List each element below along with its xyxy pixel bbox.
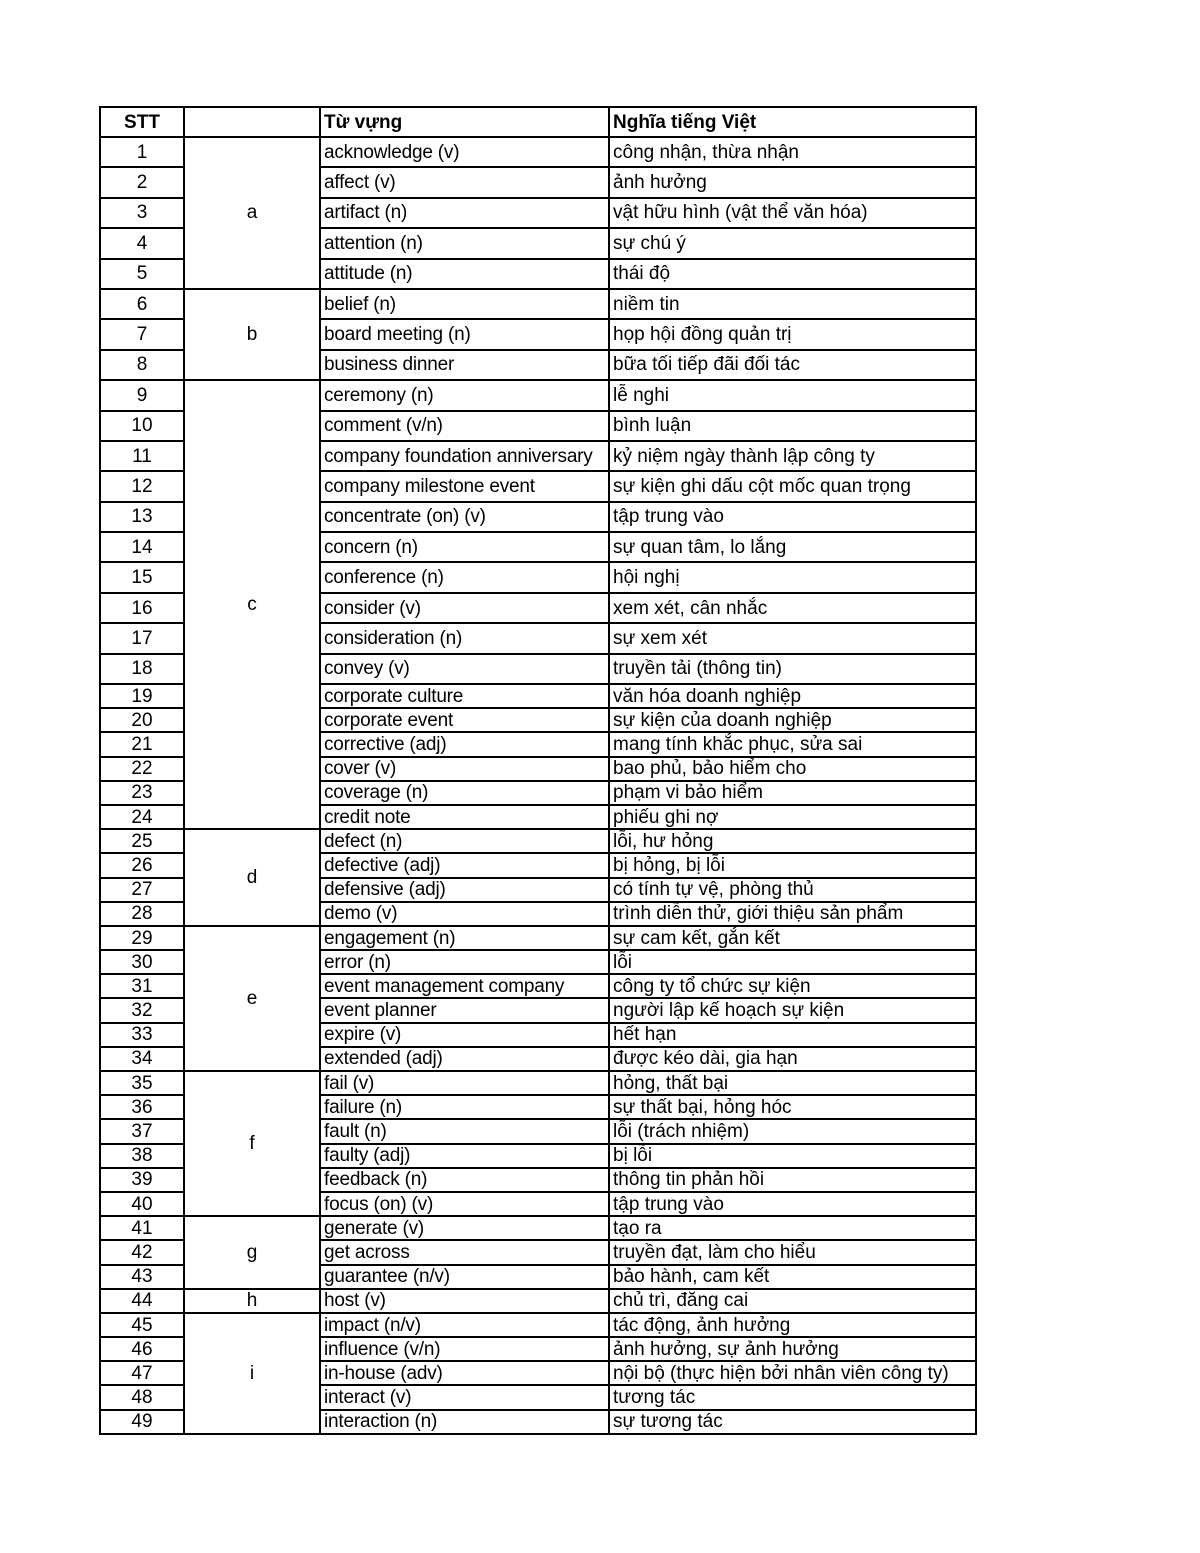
stt-cell: 27 (100, 878, 184, 902)
table-row (100, 1289, 976, 1313)
word-cell: error (n) (320, 950, 609, 974)
stt-cell: 34 (100, 1047, 184, 1071)
word-cell: generate (v) (320, 1216, 609, 1240)
stt-cell: 17 (100, 623, 184, 653)
group-letter-cell: b (184, 289, 320, 380)
meaning-cell: chủ trì, đăng cai (609, 1289, 976, 1313)
stt-cell: 15 (100, 562, 184, 592)
word-cell: extended (adj) (320, 1047, 609, 1071)
meaning-cell: sự chú ý (609, 228, 976, 258)
stt-cell: 39 (100, 1168, 184, 1192)
meaning-cell: văn hóa doanh nghiệp (609, 684, 976, 708)
meaning-cell: hội nghị (609, 562, 976, 592)
meaning-cell: lỗi (609, 950, 976, 974)
word-cell: consider (v) (320, 593, 609, 623)
meaning-cell: lễ nghi (609, 380, 976, 410)
header-meaning: Nghĩa tiếng Việt (609, 107, 976, 137)
meaning-cell: sự tương tác (609, 1410, 976, 1434)
stt-cell: 7 (100, 319, 184, 349)
stt-cell: 18 (100, 654, 184, 684)
group-letter-cell: f (184, 1071, 320, 1216)
word-cell: get across (320, 1240, 609, 1264)
meaning-cell: được kéo dài, gia hạn (609, 1047, 976, 1071)
word-cell: business dinner (320, 350, 609, 380)
meaning-cell: bị hỏng, bị lỗi (609, 853, 976, 877)
table-row (100, 1313, 976, 1337)
table-row (100, 380, 976, 410)
word-cell: defective (adj) (320, 853, 609, 877)
meaning-cell: truyền tải (thông tin) (609, 654, 976, 684)
stt-cell: 4 (100, 228, 184, 258)
meaning-cell: bữa tối tiếp đãi đối tác (609, 350, 976, 380)
meaning-cell: bao phủ, bảo hiểm cho (609, 757, 976, 781)
meaning-cell: thái độ (609, 259, 976, 289)
meaning-cell: lỗi, hư hỏng (609, 829, 976, 853)
meaning-cell: tạo ra (609, 1216, 976, 1240)
meaning-cell: sự xem xét (609, 623, 976, 653)
meaning-cell: ảnh hưởng (609, 167, 976, 197)
meaning-cell: bình luận (609, 411, 976, 441)
word-cell: cover (v) (320, 757, 609, 781)
stt-cell: 35 (100, 1071, 184, 1095)
table-row (100, 926, 976, 950)
word-cell: corrective (adj) (320, 732, 609, 756)
word-cell: convey (v) (320, 654, 609, 684)
stt-cell: 16 (100, 593, 184, 623)
meaning-cell: tập trung vào (609, 502, 976, 532)
stt-cell: 41 (100, 1216, 184, 1240)
stt-cell: 22 (100, 757, 184, 781)
table-row (100, 1216, 976, 1240)
group-letter-cell: i (184, 1313, 320, 1434)
meaning-cell: mang tính khắc phục, sửa sai (609, 732, 976, 756)
meaning-cell: bảo hành, cam kết (609, 1265, 976, 1289)
vocabulary-rows (100, 137, 976, 1434)
stt-cell: 12 (100, 471, 184, 501)
meaning-cell: niềm tin (609, 289, 976, 319)
meaning-cell: tương tác (609, 1385, 976, 1409)
stt-cell: 8 (100, 350, 184, 380)
meaning-cell: tập trung vào (609, 1192, 976, 1216)
stt-cell: 6 (100, 289, 184, 319)
word-cell: faulty (adj) (320, 1144, 609, 1168)
word-cell: concentrate (on) (v) (320, 502, 609, 532)
stt-cell: 33 (100, 1023, 184, 1047)
stt-cell: 10 (100, 411, 184, 441)
stt-cell: 13 (100, 502, 184, 532)
word-cell: interaction (n) (320, 1410, 609, 1434)
word-cell: consideration (n) (320, 623, 609, 653)
meaning-cell: lỗi (trách nhiệm) (609, 1119, 976, 1143)
word-cell: artifact (n) (320, 198, 609, 228)
stt-cell: 11 (100, 441, 184, 471)
stt-cell: 25 (100, 829, 184, 853)
stt-cell: 38 (100, 1144, 184, 1168)
word-cell: in-house (adv) (320, 1361, 609, 1385)
stt-cell: 31 (100, 974, 184, 998)
word-cell: impact (n/v) (320, 1313, 609, 1337)
meaning-cell: hỏng, thất bại (609, 1071, 976, 1095)
word-cell: host (v) (320, 1289, 609, 1313)
word-cell: corporate culture (320, 684, 609, 708)
stt-cell: 45 (100, 1313, 184, 1337)
meaning-cell: sự cam kết, gắn kết (609, 926, 976, 950)
meaning-cell: sự kiện của doanh nghiệp (609, 708, 976, 732)
stt-cell: 9 (100, 380, 184, 410)
word-cell: board meeting (n) (320, 319, 609, 349)
word-cell: guarantee (n/v) (320, 1265, 609, 1289)
word-cell: attitude (n) (320, 259, 609, 289)
stt-cell: 1 (100, 137, 184, 167)
meaning-cell: sự thất bại, hỏng hóc (609, 1095, 976, 1119)
meaning-cell: vật hữu hình (vật thể văn hóa) (609, 198, 976, 228)
meaning-cell: người lập kế hoạch sự kiện (609, 998, 976, 1022)
word-cell: influence (v/n) (320, 1337, 609, 1361)
stt-cell: 14 (100, 532, 184, 562)
stt-cell: 21 (100, 732, 184, 756)
word-cell: belief (n) (320, 289, 609, 319)
stt-cell: 36 (100, 1095, 184, 1119)
stt-cell: 29 (100, 926, 184, 950)
stt-cell: 48 (100, 1385, 184, 1409)
stt-cell: 46 (100, 1337, 184, 1361)
meaning-cell: tác động, ảnh hưởng (609, 1313, 976, 1337)
vocabulary-table (99, 106, 977, 1435)
group-letter-cell: c (184, 380, 320, 829)
word-cell: event planner (320, 998, 609, 1022)
group-letter-cell: h (184, 1289, 320, 1313)
word-cell: engagement (n) (320, 926, 609, 950)
word-cell: acknowledge (v) (320, 137, 609, 167)
header-stt: STT (100, 107, 184, 137)
word-cell: affect (v) (320, 167, 609, 197)
table-row (100, 137, 976, 167)
group-letter-cell: g (184, 1216, 320, 1289)
header-word: Từ vựng (320, 107, 609, 137)
meaning-cell: kỷ niệm ngày thành lập công ty (609, 441, 976, 471)
meaning-cell: họp hội đồng quản trị (609, 319, 976, 349)
meaning-cell: thông tin phản hồi (609, 1168, 976, 1192)
stt-cell: 37 (100, 1119, 184, 1143)
word-cell: focus (on) (v) (320, 1192, 609, 1216)
word-cell: failure (n) (320, 1095, 609, 1119)
stt-cell: 5 (100, 259, 184, 289)
stt-cell: 19 (100, 684, 184, 708)
stt-cell: 44 (100, 1289, 184, 1313)
group-letter-cell: e (184, 926, 320, 1071)
table-row (100, 1071, 976, 1095)
word-cell: defensive (adj) (320, 878, 609, 902)
stt-cell: 30 (100, 950, 184, 974)
stt-cell: 28 (100, 902, 184, 926)
word-cell: conference (n) (320, 562, 609, 592)
stt-cell: 43 (100, 1265, 184, 1289)
word-cell: corporate event (320, 708, 609, 732)
header-letter (184, 107, 320, 137)
word-cell: company milestone event (320, 471, 609, 501)
word-cell: demo (v) (320, 902, 609, 926)
meaning-cell: nội bộ (thực hiện bởi nhân viên công ty) (609, 1361, 976, 1385)
meaning-cell: công ty tổ chức sự kiện (609, 974, 976, 998)
stt-cell: 24 (100, 805, 184, 829)
word-cell: credit note (320, 805, 609, 829)
stt-cell: 40 (100, 1192, 184, 1216)
stt-cell: 23 (100, 781, 184, 805)
word-cell: company foundation anniversary (320, 441, 609, 471)
group-letter-cell: d (184, 829, 320, 926)
word-cell: attention (n) (320, 228, 609, 258)
stt-cell: 49 (100, 1410, 184, 1434)
meaning-cell: ảnh hưởng, sự ảnh hưởng (609, 1337, 976, 1361)
stt-cell: 26 (100, 853, 184, 877)
meaning-cell: sự quan tâm, lo lắng (609, 532, 976, 562)
stt-cell: 3 (100, 198, 184, 228)
stt-cell: 42 (100, 1240, 184, 1264)
word-cell: fault (n) (320, 1119, 609, 1143)
word-cell: comment (v/n) (320, 411, 609, 441)
meaning-cell: sự kiện ghi dấu cột mốc quan trọng (609, 471, 976, 501)
word-cell: coverage (n) (320, 781, 609, 805)
word-cell: feedback (n) (320, 1168, 609, 1192)
meaning-cell: phạm vi bảo hiểm (609, 781, 976, 805)
stt-cell: 32 (100, 998, 184, 1022)
meaning-cell: bị lỗi (609, 1144, 976, 1168)
word-cell: concern (n) (320, 532, 609, 562)
word-cell: expire (v) (320, 1023, 609, 1047)
table-row (100, 289, 976, 319)
table-row (100, 829, 976, 853)
group-letter-cell: a (184, 137, 320, 289)
meaning-cell: hết hạn (609, 1023, 976, 1047)
word-cell: fail (v) (320, 1071, 609, 1095)
stt-cell: 47 (100, 1361, 184, 1385)
meaning-cell: công nhận, thừa nhận (609, 137, 976, 167)
word-cell: defect (n) (320, 829, 609, 853)
meaning-cell: truyền đạt, làm cho hiểu (609, 1240, 976, 1264)
word-cell: event management company (320, 974, 609, 998)
meaning-cell: phiếu ghi nợ (609, 805, 976, 829)
word-cell: interact (v) (320, 1385, 609, 1409)
stt-cell: 20 (100, 708, 184, 732)
header-row (100, 107, 976, 137)
meaning-cell: trình diễn thử, giới thiệu sản phẩm (609, 902, 976, 926)
meaning-cell: xem xét, cân nhắc (609, 593, 976, 623)
meaning-cell: có tính tự vệ, phòng thủ (609, 878, 976, 902)
word-cell: ceremony (n) (320, 380, 609, 410)
stt-cell: 2 (100, 167, 184, 197)
